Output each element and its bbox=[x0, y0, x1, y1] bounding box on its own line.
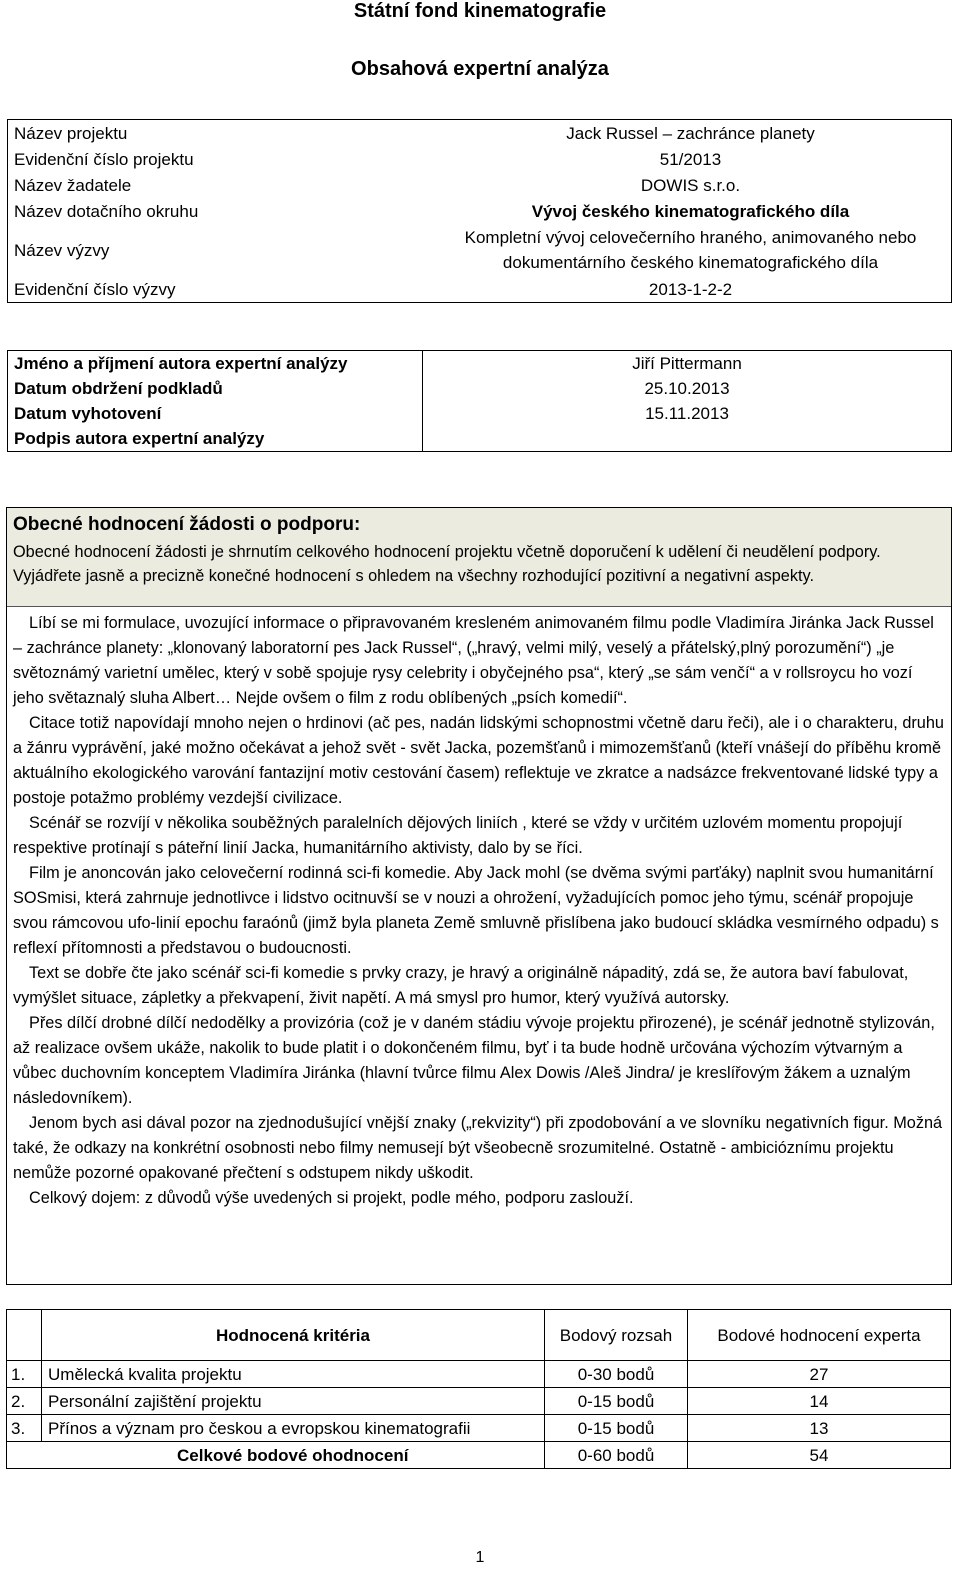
table-row bbox=[8, 172, 952, 198]
evaluation-paragraph: Citace totiž napovídají mnoho nejen o hrdinovi (ač pes, nadán lidskými schopnostmi včetně daru řeči), ale i o charakteru, druhu a žánru vyprávění, jaké možno očekávat a jehož svět - svět Jacka, pozemšťanů i mimozemšťanů (kteří vnášejí do příběhu kromě aktuálního ekologického varování fantazijní motiv cestování časem) reflektuje ve zkratce a nadsázce frekventované lidské typy a postoje potažmo problémy vezdejší civilizace. bbox=[13, 714, 944, 807]
table-cell-value: Vývoj českého kinematografického díla bbox=[531, 201, 850, 221]
criteria-table bbox=[6, 1309, 951, 1469]
table-cell-label: Název výzvy bbox=[14, 240, 110, 260]
document-title: Státní fond kinematografie bbox=[353, 0, 607, 22]
evaluation-instructions: Obecné hodnocení žádosti je shrnutím celkového hodnocení projektu včetně doporučení k udělení či neudělení podpory. Vyjádřete jasně a precizně konečné hodnocení s ohledem na všechny rozhodující pozitivní a negativní aspekty. bbox=[13, 543, 881, 585]
evaluation-header bbox=[7, 508, 951, 607]
evaluation-paragraph: Scénář se rozvíjí v několika souběžných paralelních dějových liniích , které se vždy v určitém uzlovém momentu propojují respektive protínají s páteřní linií Jacka, humanitárního aktivisty, dalo by se říci. bbox=[13, 814, 903, 857]
table-cell-value: 15.11.2013 bbox=[423, 401, 952, 426]
document-subtitle: Obsahová expertní analýza bbox=[351, 58, 609, 80]
table-cell-label: Datum obdržení podkladů bbox=[8, 376, 423, 401]
evaluation-paragraph: Jenom bych asi dával pozor na zjednodušující vnější znaky („rekvizity“) při zpodobování a ve slovníku negativních figur. Možná také, že odkazy na konkrétní osobnosti nebo filmy nemusejí být všeobecně srozumitelné. Ostatně - ambicióznímu projektu nemůže pozorné opakované přečtení s odstupem nikdy uškodit. bbox=[13, 1114, 943, 1182]
table-row bbox=[8, 276, 952, 303]
table-cell-value: 2013-1-2-2 bbox=[648, 279, 733, 299]
total-score: 54 bbox=[688, 1442, 951, 1469]
criterion-score: 13 bbox=[688, 1415, 951, 1442]
row-number: 3. bbox=[7, 1415, 42, 1442]
project-info-table bbox=[7, 119, 952, 303]
table-header-cell: Bodový rozsah bbox=[545, 1310, 688, 1361]
criterion-score: 14 bbox=[688, 1388, 951, 1415]
table-cell-value: Jack Russel – zachránce planety bbox=[566, 123, 815, 143]
table-cell-value: Jiří Pittermann bbox=[423, 351, 952, 377]
table-cell-value: 25.10.2013 bbox=[423, 376, 952, 401]
table-row bbox=[8, 224, 952, 276]
criterion-score: 27 bbox=[688, 1361, 951, 1388]
table-row bbox=[8, 426, 952, 452]
table-header-cell bbox=[7, 1310, 42, 1361]
table-cell-label: Evidenční číslo výzvy bbox=[14, 279, 176, 299]
signature-field bbox=[423, 426, 952, 452]
author-info-table bbox=[7, 350, 952, 452]
table-cell-label: Datum vyhotovení bbox=[8, 401, 423, 426]
evaluation-section bbox=[6, 507, 952, 1285]
evaluation-paragraph: Přes dílčí drobné dílčí nedodělky a provizória (což je v daném stádiu vývoje projektu přirozené), je scénář jednotně stylizován, až realizace ovšem ukáže, nakolik to bude platit i o dokončeném filmu, byť i ta bude hodně určována výchozím výtvarným a vůbec duchovním konceptem Vladimíra Jiránka (hlavní tvůrce filmu Alex Dowis /Aleš Jindra/ je kreslířovým žákem a uznalým následovníkem). bbox=[13, 1014, 935, 1107]
table-row bbox=[7, 1361, 951, 1388]
table-cell-value: 51/2013 bbox=[659, 149, 722, 169]
evaluation-heading: Obecné hodnocení žádosti o podporu: bbox=[13, 514, 361, 535]
evaluation-body bbox=[7, 607, 951, 1215]
table-row bbox=[8, 376, 952, 401]
total-spacer bbox=[7, 1442, 42, 1469]
table-header-cell: Bodové hodnocení experta bbox=[688, 1310, 951, 1361]
evaluation-paragraph: Líbí se mi formulace, uvozující informace o připravovaném kresleném animovaném filmu podle Vladimíra Jiránka Jack Russel – zachránce planety: „klonovaný laboratorní pes Jack Russel“, („hravý, velmi milý, veselý a přátelský,plný porozumění“) „je světoznámý varietní umělec, který v sobě spojuje rysy celebrity i obyčejného psa“, který „se sám venčí“ a v rollsroycu ho vozí jeho světaznalý sluha Albert… Nejde ovšem o film z rodu oblíbených „psích komedií“. bbox=[13, 614, 934, 707]
criterion-range: 0-30 bodů bbox=[545, 1361, 688, 1388]
criterion-name: Přínos a význam pro českou a evropskou kinematografii bbox=[42, 1415, 545, 1442]
table-row bbox=[8, 198, 952, 224]
table-row bbox=[8, 146, 952, 172]
table-row bbox=[7, 1415, 951, 1442]
criterion-range: 0-15 bodů bbox=[545, 1388, 688, 1415]
evaluation-paragraph: Film je anoncován jako celovečerní rodinná sci-fi komedie. Aby Jack mohl (se dvěma svými parťáky) naplnit svou humanitární SOSmisi, která zahrnuje jednotlivce i lidstvo ocitnuvší se v nouzi a ohrožení, vyžadujících pomoc jeho týmu, scénář propojuje svou rámcovou ufo-linií epochu faraónů (jimž byla planeta Země smluvně přislíbena jako budoucí skládka vesmírného odpadu) s reflexí přítomnosti a představou o budoucnosti. bbox=[13, 864, 939, 957]
total-range: 0-60 bodů bbox=[545, 1442, 688, 1469]
table-cell-label: Název žadatele bbox=[14, 175, 132, 195]
table-row bbox=[8, 120, 952, 147]
total-row bbox=[7, 1442, 951, 1469]
table-row bbox=[8, 401, 952, 426]
criterion-name: Umělecká kvalita projektu bbox=[42, 1361, 545, 1388]
total-label: Celkové bodové ohodnocení bbox=[42, 1442, 545, 1469]
row-number: 2. bbox=[7, 1388, 42, 1415]
table-row bbox=[7, 1388, 951, 1415]
evaluation-paragraph: Celkový dojem: z důvodů výše uvedených si projekt, podle mého, podporu zaslouží. bbox=[29, 1189, 634, 1207]
table-cell-label: Podpis autora expertní analýzy bbox=[8, 426, 423, 452]
table-header-row bbox=[7, 1310, 951, 1361]
table-cell-label: Název dotačního okruhu bbox=[14, 201, 199, 221]
criterion-range: 0-15 bodů bbox=[545, 1415, 688, 1442]
table-cell-value: DOWIS s.r.o. bbox=[640, 175, 741, 195]
row-number: 1. bbox=[7, 1361, 42, 1388]
page-number: 1 bbox=[475, 1549, 485, 1566]
table-row bbox=[8, 351, 952, 377]
evaluation-paragraph: Text se dobře čte jako scénář sci-fi komedie s prvky crazy, je hravý a originálně nápaditý, zdá se, že autora baví fabulovat, vymýšlet situace, zápletky a překvapení, živit napětí. A má smysl pro humor, který využívá autorsky. bbox=[13, 964, 909, 1007]
table-cell-label: Název projektu bbox=[14, 123, 128, 143]
table-cell-value: Kompletní vývoj celovečerního hraného, animovaného nebo dokumentárního českého kinematografického díla bbox=[464, 228, 917, 272]
table-cell-label: Evidenční číslo projektu bbox=[14, 149, 194, 169]
table-header-cell: Hodnocená kritéria bbox=[42, 1310, 545, 1361]
table-cell-label: Jméno a příjmení autora expertní analýzy bbox=[8, 351, 423, 377]
criterion-name: Personální zajištění projektu bbox=[42, 1388, 545, 1415]
